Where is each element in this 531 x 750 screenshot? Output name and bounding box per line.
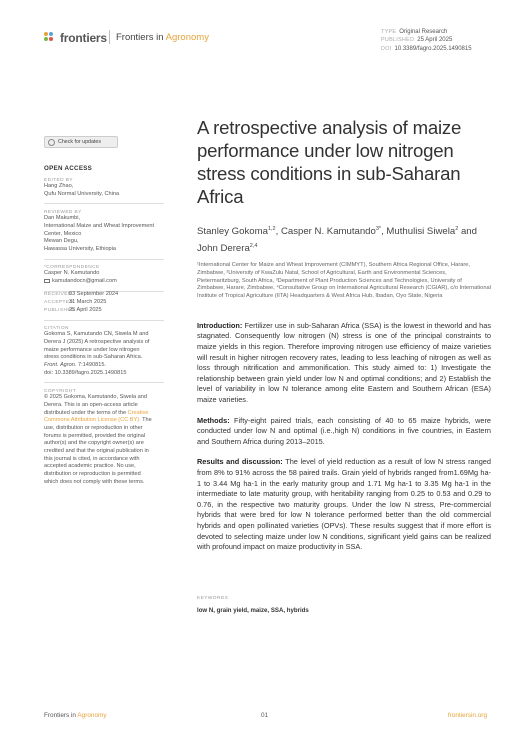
abstract (197, 321, 491, 553)
correspondence-email-link[interactable]: kamutandocn@gmail.com (44, 278, 164, 286)
keywords-list: low N, grain yield, maize, SSA, hybrids (197, 606, 309, 614)
article-meta (381, 28, 472, 53)
article-sidebar (44, 136, 164, 487)
affiliations: ¹International Center for Maize and Wheat Improvement (CIMMYT), Southern Africa Regional Office, Harare, Zimbabwe, ²University of KwaZulu Natal, School of Agricultural, Earth and Environmental Sciences, Pietermaritzburg, South Africa, ³Department of Plant Production Sciences and Technologies, University of Zimbabwe, Harare, Zimbabwe, ⁴Consultative Group on International Agricultural Research (CGIAR), c/o International Institute of Tropical Agriculture (IITA) Headquarters & West Africa Hub, Ibadan, Oyo State, Nigeria (197, 262, 491, 300)
frontiers-logo[interactable] (44, 31, 107, 45)
author-name[interactable]: Casper N. Kamutando$^{3*}$ (280, 226, 382, 238)
sidebar-divider (44, 320, 164, 321)
published-key: PUBLISHED (381, 37, 415, 44)
author-name[interactable]: and John Derera$^{2,4}$ (197, 226, 477, 255)
doi-link[interactable]: 10.3389/fagro.2025.1490815 (394, 45, 472, 52)
citation-doi-link[interactable]: doi: 10.3389/fagro.2025.1490815 (44, 369, 127, 376)
cc-license-link[interactable]: Creative (127, 409, 149, 416)
edited-by-heading: EDITED BY (44, 178, 73, 183)
header-divider (109, 30, 110, 44)
cc-license-link[interactable]: Commons Attribution License (CC BY). (44, 417, 141, 424)
check-updates-icon (48, 139, 55, 146)
sidebar-divider (44, 259, 164, 260)
citation-text: Gokoma S, Kamutando CN, Siwela M and Derera J (2025) A retrospective analysis of maize performance under low nitrogen stress conditions in sub-Saharan Africa. Front. Agron. 7:1490815. doi: 10.3389/fagro.2025.1490815 (44, 331, 164, 377)
keywords-heading: KEYWORDS (197, 595, 229, 601)
journal-name[interactable]: Frontiers in Agronomy (116, 32, 209, 43)
open-access-label: OPEN ACCESS (44, 165, 93, 172)
copyright-heading: COPYRIGHT (44, 389, 77, 395)
abstract-results: Results and discussion: The level of yield reduction as a result of low N stress ranged from 8% to 91% across the 58 paired trails. Grain yield of hybrids ranged from1.69Mg ha-1 to 3.44 Mg ha-1 in the early maturity group and 1.71 Mg ha-1 to 3.35 Mg ha-1 in the intermediate to late maturity group, with heritability ranging from 0.25 to 0.53 and 0.29 to 0.76, in the respective two maturity groups. Under the low N stress, Pre-commercial hybrids that were bred for low N tolerance performed better than the old commercial hybrids and open pollinated varieties (OPVs). These results suggest that if more effort is devoted to selecting maize under low N conditions, significant yield gains can be realized with profound impact on maize productivity in SSA. (197, 457, 491, 552)
received-date: RECEIVED03 September 2024 (44, 291, 119, 298)
article-title: A retrospective analysis of maize performance under low nitrogen stress conditions in sub-Saharan Africa (197, 117, 462, 207)
publisher-name: frontiers (60, 31, 107, 45)
article-main (197, 116, 491, 614)
sidebar-divider (44, 382, 164, 383)
sidebar-divider (44, 203, 164, 204)
page-number: 01 (261, 712, 269, 719)
frontiers-logo-icon (44, 32, 56, 44)
page-header (0, 0, 531, 62)
published-date: PUBLISHED25 April 2025 (44, 306, 102, 313)
type-value: Original Research (399, 29, 448, 35)
reviewed-by-heading: REVIEWED BY (44, 210, 82, 216)
author-list: Stanley Gokoma$^{1,2}$, Casper N. Kamutando$^{3*}$, Muthulisi Siwela$^2$ and John Derera$^{2,4}$ (197, 226, 477, 255)
author-name[interactable]: Muthulisi Siwela$^2$ (386, 226, 459, 238)
doi-key: DOI (381, 45, 392, 52)
accepted-date: ACCEPTED31 March 2025 (44, 299, 107, 306)
abstract-methods: Methods: Fifty-eight paired trials, each consisting of 40 to 65 maize hybrids, were conducted under low N and optimal (i.e.,high N) conditions in five countries, in Eastern and Southern Africa during 2013–2015. (197, 415, 491, 446)
correspondence-text: Casper N. Kamutando kamutandocn@gmail.com (44, 270, 164, 285)
mail-icon (44, 279, 50, 283)
copyright-text: © 2025 Gokoma, Kamutando, Siwela and Derera. This is an open-access article distributed under the terms of the Creative Commons Attribution License (CC BY). The use, distribution or reproduction in other forums is permitted, provided the original author(s) and the copyright owner(s) are credited and that the original publication in this journal is cited, in accordance with accepted academic practice. No use, distribution or reproduction is permitted which does not comply with these terms. (44, 394, 152, 485)
correspondence-heading: *CORRESPONDENCE (44, 265, 100, 271)
reviewed-by-text: Dan Makumbi, International Maize and Wheat Improvement Center, Mexico Mewan Degu, Hawassa University, Ethiopia (44, 215, 155, 252)
abstract-introduction: Introduction: Fertilizer use in sub-Saharan Africa (SSA) is the lowest in theworld and has stagnated. Consequently low nitrogen (N) stress is one of the principal constraints to maize yields in this region. Therefore improving nitrogen use efficiency of maize varieties will result in higher nitrogen recovery rates, leading to less leaching of nitrogen as well as loss through nitrification and ammonification. This study aimed to: 1) Investigate the relationship between grain yield under low N and optimal conditions; and 2) Establish the level of variability in low N tolerance among elite Eastern and Southern African (ESA) maize varieties. (197, 320, 491, 405)
published-value: 25 April 2025 (417, 37, 453, 44)
edited-by-text: Hang Zhao, Qufu Normal University, China (44, 183, 120, 197)
check-for-updates-button[interactable]: Check for updates (44, 136, 118, 148)
citation-heading: CITATION (44, 326, 69, 332)
footer-site-link[interactable]: frontiersin.org (447, 712, 487, 719)
type-key: TYPE (381, 29, 397, 35)
footer-journal[interactable]: Frontiers in Agronomy (44, 712, 107, 719)
author-name[interactable]: Stanley Gokoma$^{1,2}$ (197, 226, 276, 238)
